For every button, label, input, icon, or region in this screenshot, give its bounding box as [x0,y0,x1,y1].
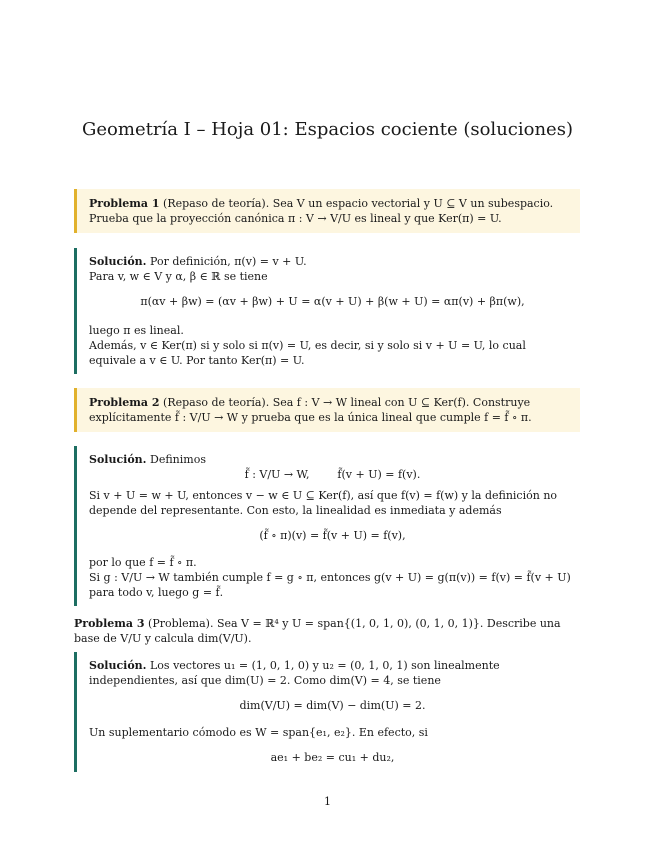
problem-2-text [89,395,572,425]
problem-2-box [74,388,580,432]
solution-1-box [74,248,580,374]
solution-1-line-1 [89,254,576,269]
solution-2-intro-line [89,452,576,467]
problem-3-text [74,616,584,646]
solution-2-eq1: f̃ : V/U → W, f̃(v + U) = f(v). [244,468,421,481]
solution-1-after-2: Además, v ∈ Ker(π) si y solo si π(v) = U, es decir, si y solo si v + U = U, lo cual equivale a v ∈ U. Por tanto Ker(π) = U. [89,339,526,367]
problem-2-statement: Sea f : V → W lineal con U ⊆ Ker(f). Construye explícitamente f̃ : V/U → W y prueba que es la única lineal que cumple f = f̃ ∘ π. [89,396,532,424]
problem-2-tag: (Repaso de teoría). [163,396,270,409]
problem-2-label: Problema 2 [89,396,160,409]
problem-1-label: Problema 1 [89,197,160,210]
solution-2-intro: Definimos [150,453,206,466]
solution-1-line-2: Para v, w ∈ V y α, β ∈ ℝ se tiene [89,270,268,283]
solution-2-end1: por lo que f = f̃ ∘ π. [89,556,197,569]
solution-3-text1: Los vectores u₁ = (1, 0, 1, 0) y u₂ = (0, 1, 0, 1) son linealmente independientes, así que dim(U) = 2. Como dim(V) = 4, se tiene [89,659,500,687]
solution-1-def: Por definición, π(v) = v + U. [150,255,307,268]
solution-2-mid: Si v + U = w + U, entonces v − w ∈ U ⊆ Ker(f), así que f(v) = f(w) y la definición no depende del representante. Con esto, la linealidad es inmediata y además [89,489,558,517]
solution-2-box [74,446,580,606]
solution-3-eq2: ae₁ + be₂ = cu₁ + du₂, [270,751,395,764]
solution-3-text1-line [89,658,576,688]
solution-2-eq2: (f̃ ∘ π)(v) = f̃(v + U) = f(v), [259,529,406,542]
problem-1-box [74,189,580,233]
solution-2-label: Solución. [89,453,147,466]
problem-3-label: Problema 3 [74,617,145,630]
solution-1-label: Solución. [89,255,147,268]
problem-1-text [89,196,572,226]
solution-3-eq1: dim(V/U) = dim(V) − dim(U) = 2. [239,699,426,712]
page-number: 1 [324,795,331,808]
page-title: Geometría I – Hoja 01: Espacios cociente (soluciones) [82,119,573,140]
problem-1-tag: (Repaso de teoría). [163,197,270,210]
solution-1-after-1: luego π es lineal. [89,324,184,337]
problem-3-statement: Sea V = ℝ⁴ y U = span{(1, 0, 1, 0), (0, 1, 0, 1)}. Describe una base de V/U y calcula dim(V/U). [74,617,561,645]
problem-3-block [74,616,584,646]
solution-3-label: Solución. [89,659,147,672]
solution-1-equation: π(αv + βw) = (αv + βw) + U = α(v + U) + β(w + U) = απ(v) + βπ(w), [140,295,525,308]
solution-3-box [74,652,580,772]
problem-3-tag: (Problema). [148,617,214,630]
problem-1-statement: Sea V un espacio vectorial y U ⊆ V un subespacio. Prueba que la proyección canónica π : V → V/U es lineal y que Ker(π) = U. [89,197,554,225]
solution-2-end2: Si g : V/U → W también cumple f = g ∘ π, entonces g(v + U) = g(π(v)) = f(v) = f̃(v + U) para todo v, luego g = f̃. [89,571,571,599]
solution-3-text2: Un suplementario cómodo es W = span{e₁, e₂}. En efecto, si [89,726,428,739]
